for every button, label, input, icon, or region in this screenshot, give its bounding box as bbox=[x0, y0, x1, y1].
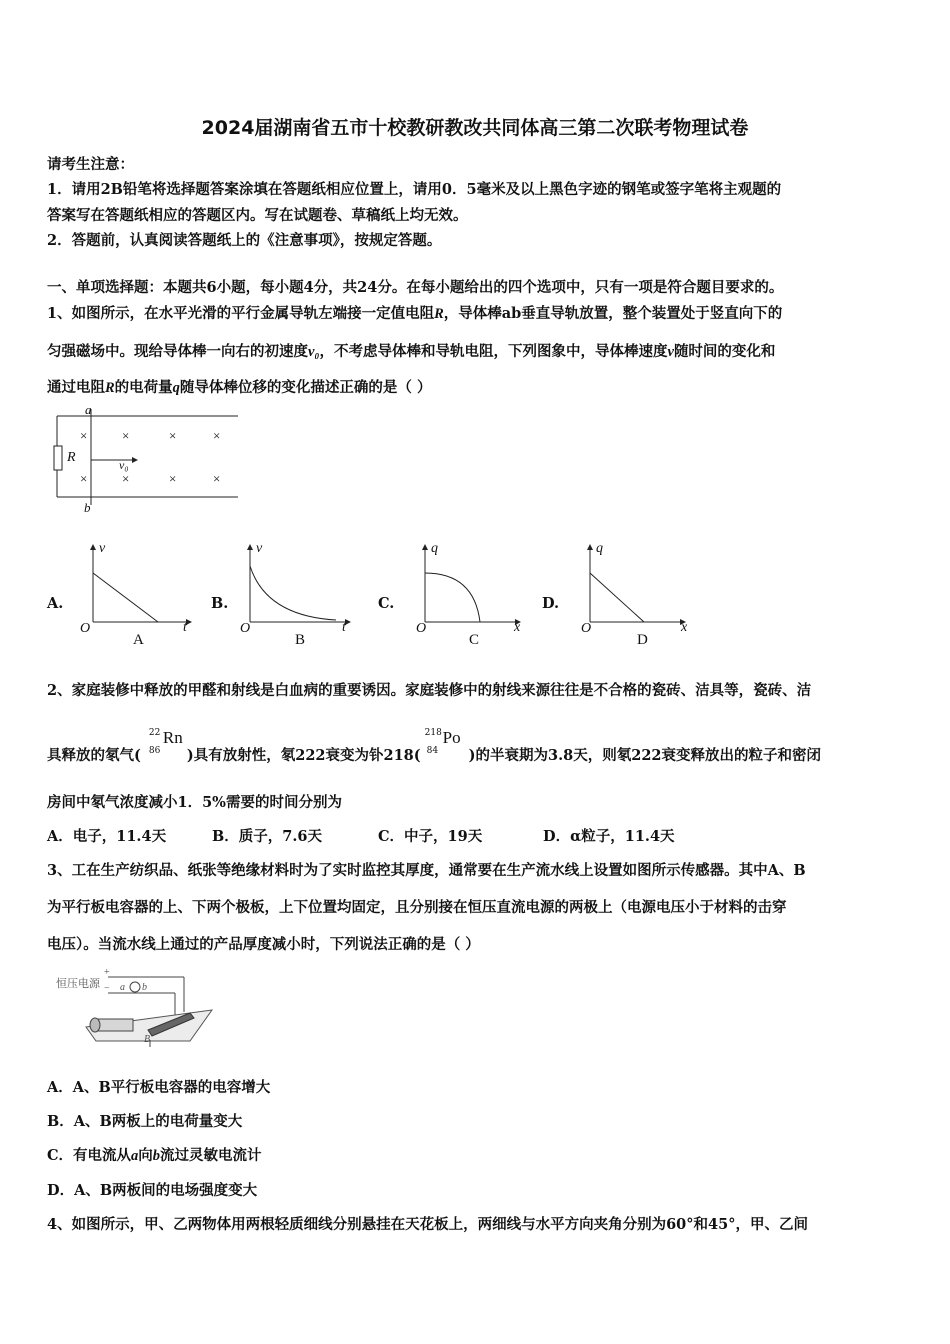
q2-option-d[interactable]: D．α粒子，11.4天 bbox=[543, 828, 675, 845]
q3-option-b[interactable]: B．A、B两板上的电荷量变大 bbox=[47, 1113, 243, 1130]
notice-item-1a: 1．请用2B铅笔将选择题答案涂填在答题纸相应位置上，请用0．5毫米及以上黑色字迹的钢笔或签字笔将主观题的 bbox=[47, 181, 782, 198]
field-cross: × bbox=[213, 471, 221, 486]
field-cross: × bbox=[169, 428, 177, 443]
graph-a-xaxis: t bbox=[183, 620, 187, 635]
graph-b-yaxis: v bbox=[256, 541, 263, 556]
graph-d-xaxis: x bbox=[681, 620, 688, 635]
q1-option-d-label[interactable]: D. bbox=[542, 595, 560, 612]
rail-label-b: b bbox=[84, 500, 91, 515]
q2-line2: 具释放的氡气( 22 86 Rn )具有放射性，氡222衰变为钋218( 218 84 Po )的半衰期为3.8天，则氡222衰变释放出的粒子和密闭 bbox=[47, 728, 821, 764]
power-minus: − bbox=[104, 983, 110, 994]
plate-b-label: B bbox=[144, 1034, 151, 1045]
terminal-b: b bbox=[142, 982, 147, 993]
power-plus: + bbox=[104, 967, 110, 978]
q1-line1: 1、如图所示，在水平光滑的平行金属导轨左端接一定值电阻R，导体棒ab垂直导轨放置，整个装置处于竖直向下的 bbox=[47, 305, 783, 322]
q4-line1: 4、如图所示，甲、乙两物体用两根轻质细线分别悬挂在天花板上，两细线与水平方向夹角分别为60°和45°，甲、乙间 bbox=[47, 1216, 808, 1233]
field-cross: × bbox=[122, 471, 130, 486]
graph-d-yaxis: q bbox=[596, 541, 603, 556]
q1-option-b-label[interactable]: B. bbox=[211, 595, 229, 612]
q2-option-b[interactable]: B．质子，7.6天 bbox=[212, 828, 322, 845]
graph-a-yaxis: v bbox=[99, 541, 106, 556]
q2-line3: 房间中氡气浓度减小1．5%需要的时间分别为 bbox=[47, 794, 342, 811]
graph-a-origin: O bbox=[80, 621, 91, 636]
graph-b-origin: O bbox=[240, 621, 251, 636]
graph-b-xaxis: t bbox=[342, 620, 346, 635]
notice-item-2: 2．答题前，认真阅读答题纸上的《注意事项》，按规定答题。 bbox=[47, 232, 442, 249]
graph-d-origin: O bbox=[581, 621, 592, 636]
q3-line2: 为平行板电容器的上、下两个极板，上下位置均固定，且分别接在恒压直流电源的两极上（电源电压小于材料的击穿 bbox=[47, 899, 787, 916]
q3-line3: 电压）。当流水线上通过的产品厚度减小时，下列说法正确的是（ ） bbox=[47, 936, 480, 953]
q3-line1: 3、工在生产纺织品、纸张等绝缘材料时为了实时监控其厚度，通常要在生产流水线上设置如图所示传感器。其中A、B bbox=[47, 862, 806, 879]
polonium-nuclide: 218 84 Po bbox=[424, 728, 461, 756]
page-title: 2024届湖南省五市十校教研教改共同体高三第二次联考物理试卷 bbox=[201, 117, 749, 139]
graph-c-yaxis: q bbox=[431, 541, 438, 556]
velocity-label: v₀ bbox=[119, 458, 129, 472]
q1-line3: 通过电阻R的电荷量q随导体棒位移的变化描述正确的是（ ） bbox=[47, 379, 432, 396]
graph-c-origin: O bbox=[416, 621, 427, 636]
q3-option-c[interactable]: C．有电流从a向b流过灵敏电流计 bbox=[47, 1147, 262, 1164]
power-supply-label: 恒压电源 bbox=[56, 978, 100, 990]
field-cross: × bbox=[122, 428, 130, 443]
notice-heading: 请考生注意： bbox=[47, 156, 134, 173]
q1-option-c-label[interactable]: C. bbox=[378, 595, 395, 612]
terminal-a: a bbox=[120, 982, 125, 993]
field-cross: × bbox=[169, 471, 177, 486]
rail-label-a: a bbox=[85, 402, 92, 417]
q1-line2: 匀强磁场中。现给导体棒一向右的初速度v₀，不考虑导体棒和导轨电阻，下列图象中，导体棒速度v随时间的变化和 bbox=[47, 343, 776, 360]
graph-c-xaxis: x bbox=[514, 620, 521, 635]
q3-option-a[interactable]: A．A、B平行板电容器的电容增大 bbox=[47, 1079, 271, 1096]
graph-b-letter: B bbox=[295, 632, 306, 648]
q2-option-c[interactable]: C．中子，19天 bbox=[378, 828, 483, 845]
q2-option-a[interactable]: A．电子，11.4天 bbox=[47, 828, 167, 845]
notice-item-1b: 答案写在答题纸相应的答题区内。写在试题卷、草稿纸上均无效。 bbox=[47, 207, 468, 224]
field-cross: × bbox=[80, 428, 88, 443]
q2-line1: 2、家庭装修中释放的甲醛和射线是白血病的重要诱因。家庭装修中的射线来源往往是不合格的瓷砖、洁具等，瓷砖、洁 bbox=[47, 682, 812, 699]
graph-d-letter: D bbox=[637, 632, 648, 648]
resistor-label: R bbox=[67, 450, 76, 465]
field-cross: × bbox=[213, 428, 221, 443]
q1-option-a-label[interactable]: A. bbox=[47, 595, 64, 612]
graph-a-letter: A bbox=[133, 632, 144, 648]
q3-option-d[interactable]: D．A、B两板间的电场强度变大 bbox=[47, 1182, 258, 1199]
section-heading: 一、单项选择题：本题共6小题，每小题4分，共24分。在每小题给出的四个选项中，只有一项是符合题目要求的。 bbox=[47, 279, 784, 296]
field-cross: × bbox=[80, 471, 88, 486]
graph-c-letter: C bbox=[469, 632, 480, 648]
radon-nuclide: 22 86 Rn bbox=[148, 728, 183, 756]
